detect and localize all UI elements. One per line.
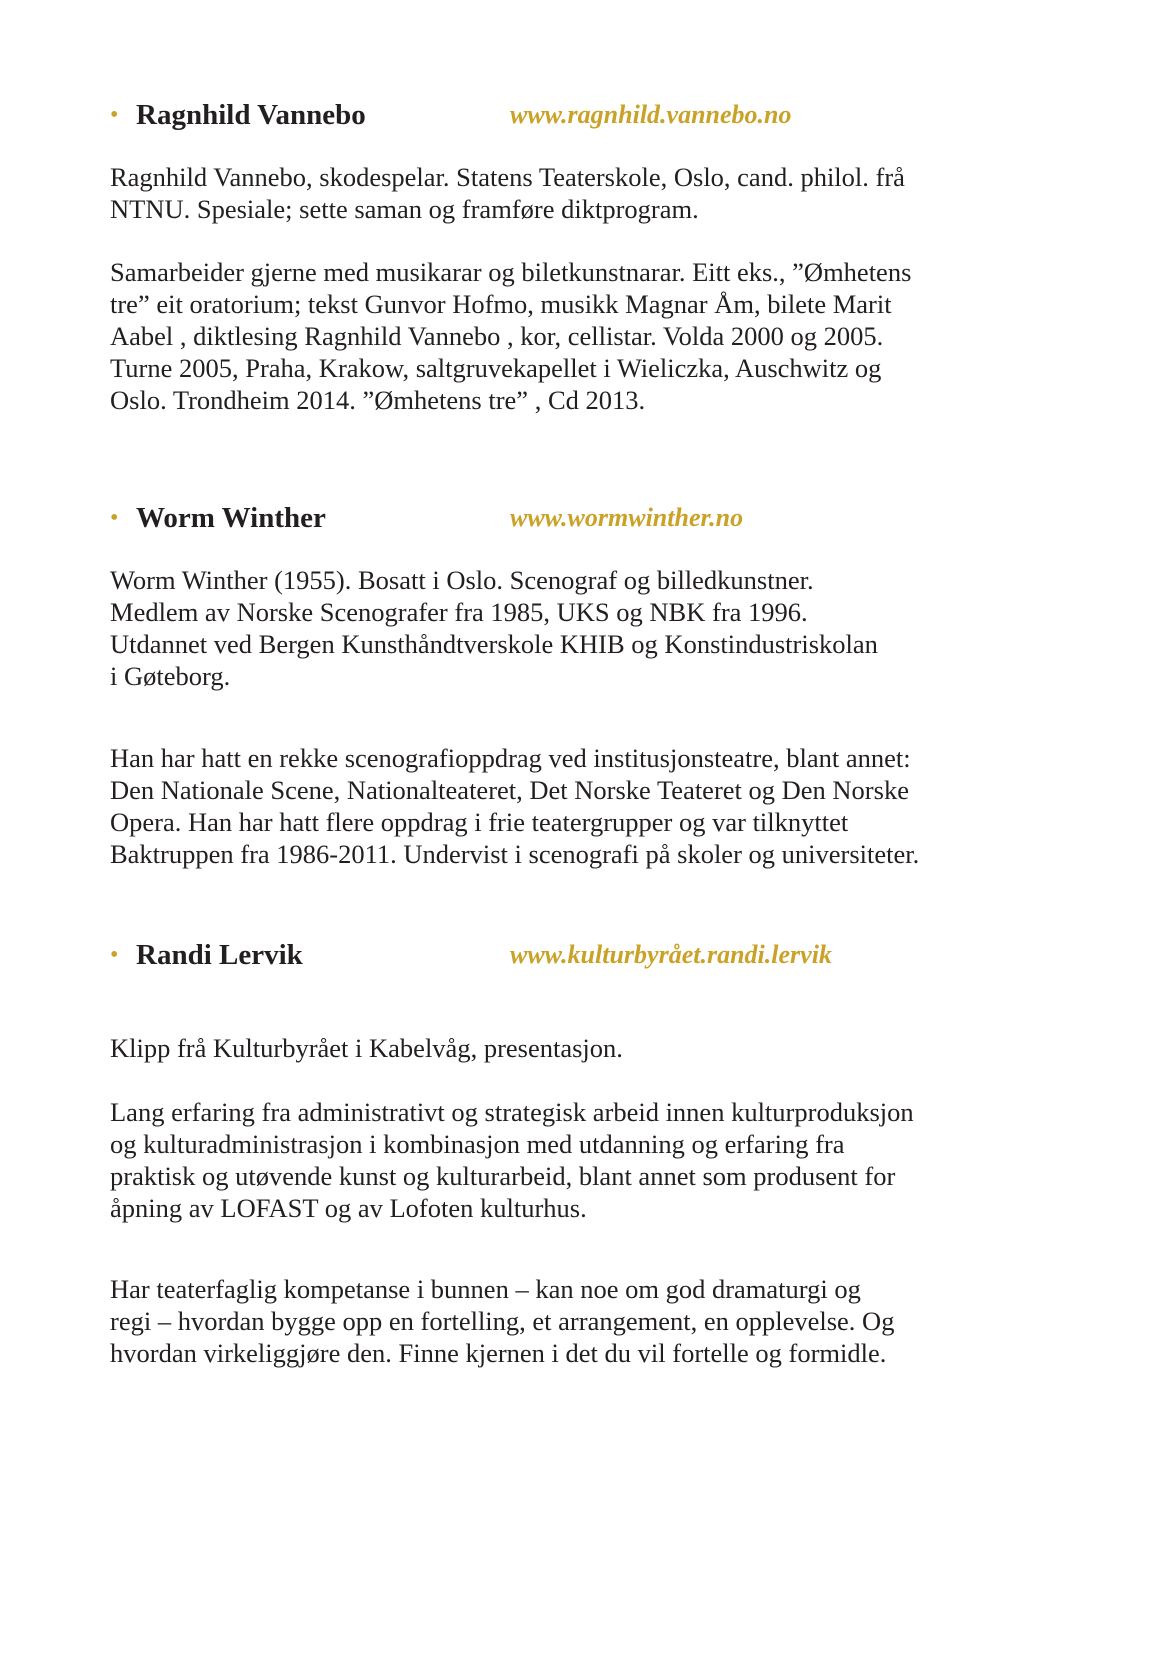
- entry-heading: [110, 498, 1070, 538]
- entry-heading: [110, 95, 1070, 135]
- bullet-icon: •: [110, 942, 119, 968]
- entry-randi-lervik: [110, 935, 1070, 1368]
- website-link[interactable]: www.wormwinther.no: [510, 503, 744, 532]
- website-link[interactable]: www.ragnhild.vannebo.no: [510, 100, 792, 129]
- paragraph: Samarbeider gjerne med musikarar og biletkunstnarar. Eitt eks., ”Ømhetens tre” eit oratorium; tekst Gunvor Hofmo, musikk Magnar Åm, bilete Marit Aabel , diktlesing Ragnhild Vannebo , kor, cellistar. Volda 2000 og 2005. Turne 2005, Praha, Krakow, saltgruvekapellet i Wieliczka, Auschwitz og Oslo. Trondheim 2014. ”Ømhetens tre” , Cd 2013.: [110, 257, 912, 415]
- entry-worm-winther: [110, 498, 1070, 869]
- entry-ragnhild-vannebo: [110, 95, 1070, 415]
- paragraph: Han har hatt en rekke scenografioppdrag ved institusjonsteatre, blant annet: Den Nationale Scene, Nationalteateret, Det Norske Teateret og Den Norske Opera. Han har hatt flere oppdrag i frie teatergrupper og var tilknyttet Baktruppen fra 1986-2011. Undervist i scenografi på skoler og universiteter.: [110, 743, 920, 869]
- paragraph: Har teaterfaglig kompetanse i bunnen – kan noe om god dramaturgi og regi – hvordan bygge opp en fortelling, et arrangement, en opplevelse. Og hvordan virkeliggjøre den. Finne kjernen i det du vil fortelle og formidle.: [110, 1274, 895, 1368]
- entry-heading: [110, 935, 1070, 975]
- paragraph: Worm Winther (1955). Bosatt i Oslo. Scenograf og billedkunstner. Medlem av Norske Scenografer fra 1985, UKS og NBK fra 1996. Utdannet ved Bergen Kunsthåndtverskole KHIB og Konstindustriskolan i Gøteborg.: [110, 565, 878, 691]
- website-link[interactable]: www.kulturbyrået.randi.lervik: [510, 940, 832, 969]
- person-name: Randi Lervik: [136, 939, 303, 971]
- bullet-icon: •: [110, 102, 119, 128]
- paragraph: Ragnhild Vannebo, skodespelar. Statens Teaterskole, Oslo, cand. philol. frå NTNU. Spesiale; sette saman og framføre diktprogram.: [110, 162, 905, 224]
- paragraph: Lang erfaring fra administrativt og strategisk arbeid innen kulturproduksjon og kulturadministrasjon i kombinasjon med utdanning og erfaring fra praktisk og utøvende kunst og kulturarbeid, blant annet som produsent for åpning av LOFAST og av Lofoten kulturhus.: [110, 1097, 914, 1223]
- person-name: Worm Winther: [136, 502, 326, 534]
- bullet-icon: •: [110, 505, 119, 531]
- paragraph: Klipp frå Kulturbyrået i Kabelvåg, presentasjon.: [110, 1033, 623, 1063]
- person-name: Ragnhild Vannebo: [136, 99, 366, 131]
